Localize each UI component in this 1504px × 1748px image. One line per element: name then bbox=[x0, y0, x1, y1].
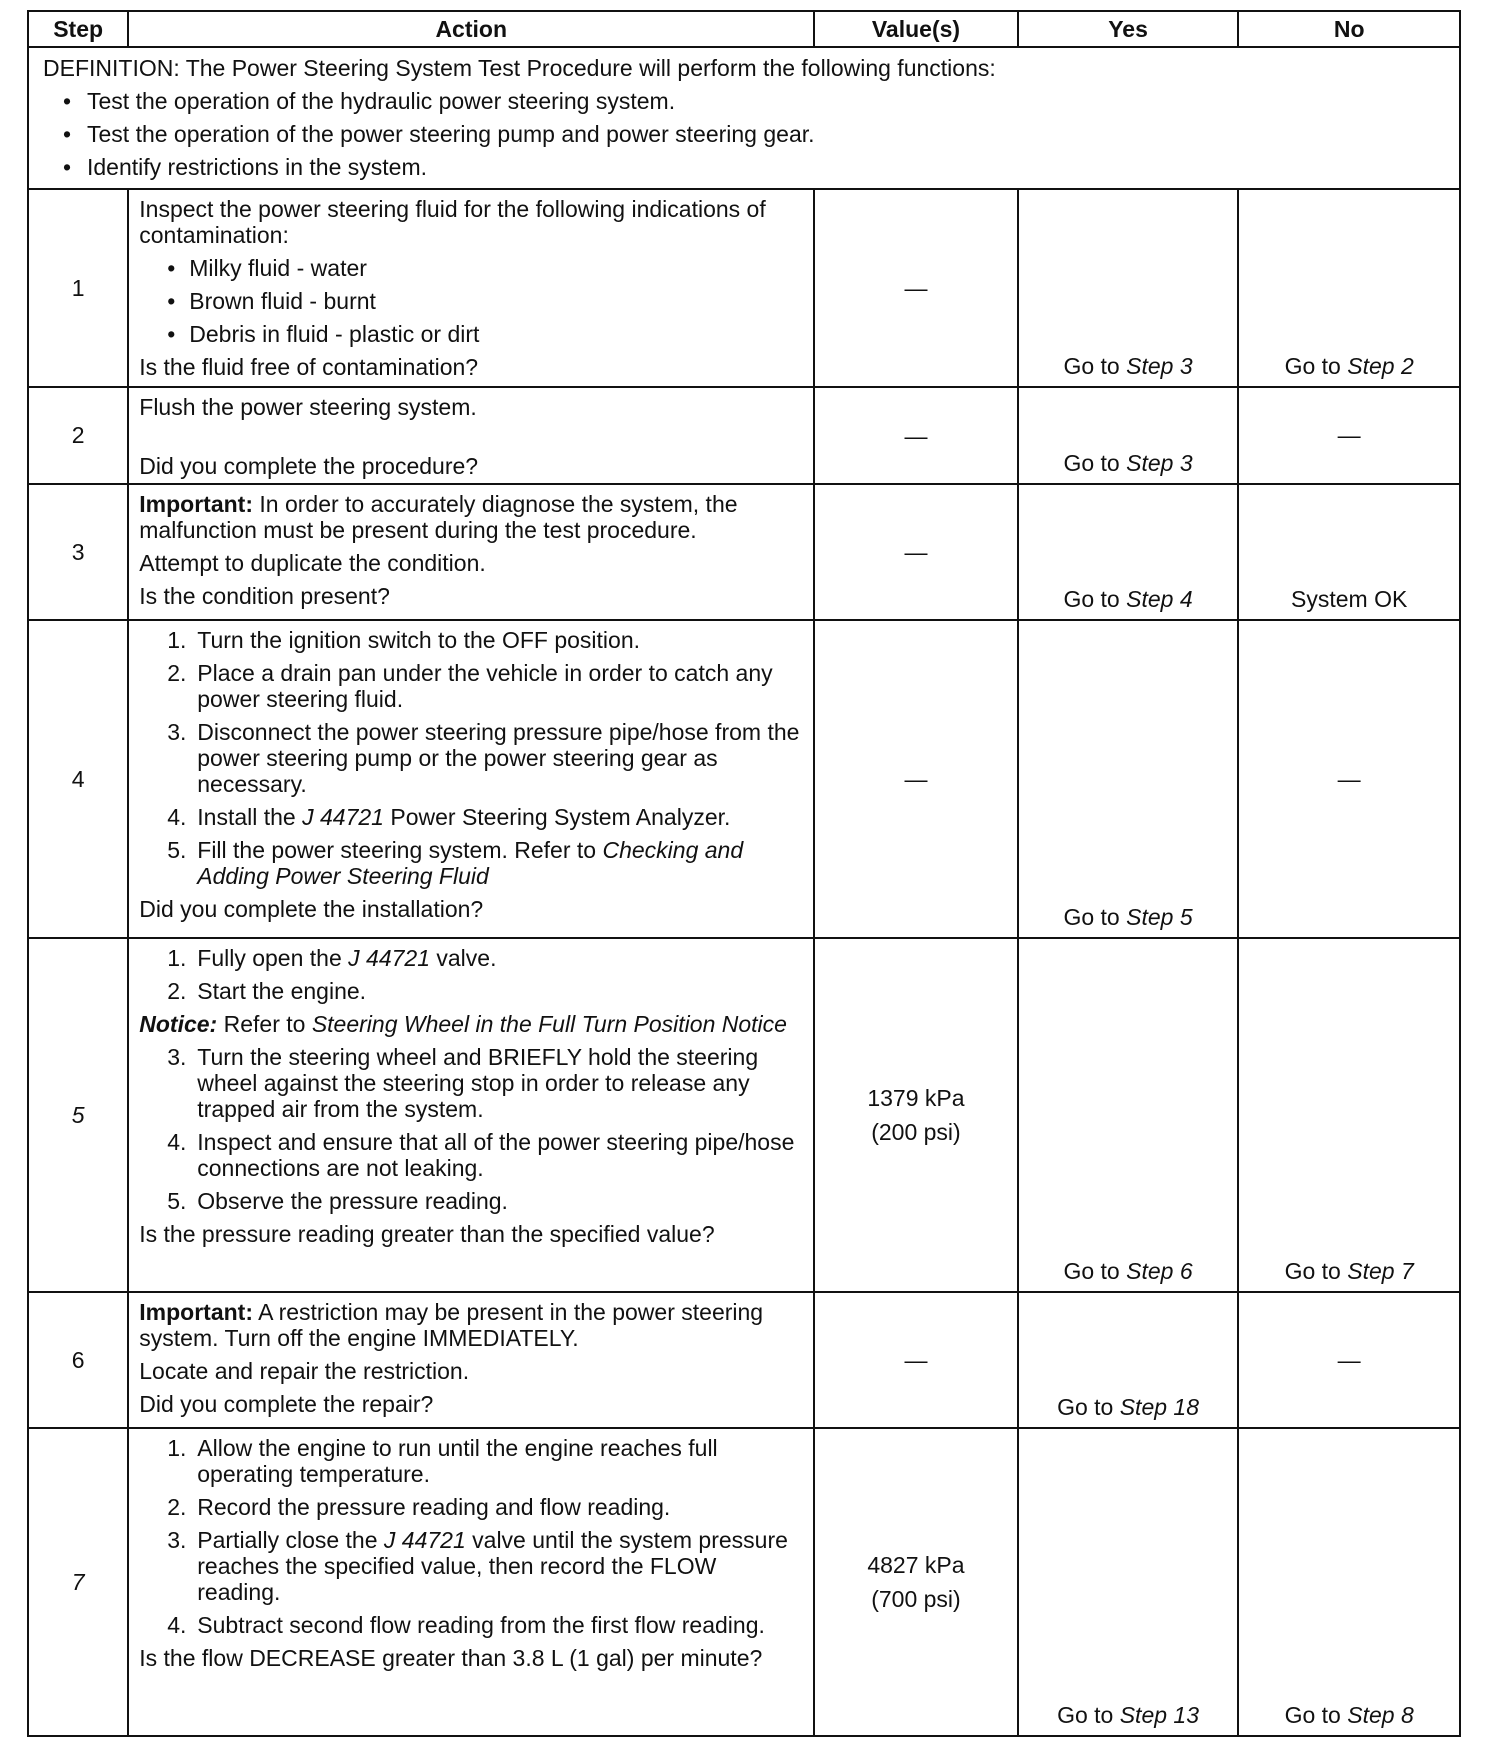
go-to-text: Go to bbox=[1063, 1258, 1120, 1284]
step-number: 6 bbox=[28, 1292, 128, 1428]
step-action bbox=[128, 938, 814, 1292]
action-bullet: • Milky fluid - water bbox=[167, 255, 805, 281]
action-question: Is the fluid free of contamination? bbox=[139, 354, 479, 380]
header-values: Value(s) bbox=[814, 11, 1018, 47]
step-action bbox=[128, 620, 814, 938]
yes-step-link[interactable]: Step 3 bbox=[1126, 450, 1193, 476]
action-question: Did you complete the installation? bbox=[139, 896, 484, 922]
value-metric: 1379 kPa bbox=[867, 1085, 965, 1111]
go-to-text: Go to bbox=[1063, 904, 1120, 930]
action-step: 2. Start the engine. bbox=[167, 978, 367, 1004]
action-bullets bbox=[139, 255, 805, 347]
action-line: Locate and repair the restriction. bbox=[139, 1358, 470, 1384]
value-imperial: (700 psi) bbox=[871, 1586, 961, 1612]
action-step: 3. Turn the steering wheel and BRIEFLY hold the steering wheel against the steering stop in order to release any trapped air from the system. bbox=[167, 1044, 759, 1122]
go-to-text: Go to bbox=[1063, 586, 1120, 612]
no-step-link[interactable]: Step 2 bbox=[1347, 353, 1414, 379]
action-step: 4. Install the J 44721 Power Steering System Analyzer. bbox=[167, 804, 731, 830]
yes-cell bbox=[1018, 1428, 1239, 1736]
no-cell bbox=[1238, 189, 1460, 387]
procedure-link[interactable]: Checking and Adding Power Steering Fluid bbox=[197, 837, 744, 889]
action-step: 1. Allow the engine to run until the engine reaches full operating temperature. bbox=[167, 1435, 718, 1487]
step-value bbox=[814, 1428, 1018, 1736]
no-step-link[interactable]: Step 8 bbox=[1347, 1702, 1414, 1728]
go-to-text: Go to bbox=[1057, 1394, 1114, 1420]
step-number: 7 bbox=[28, 1428, 128, 1736]
header-row bbox=[28, 11, 1460, 47]
step-number: 2 bbox=[28, 387, 128, 484]
definition-cell bbox=[28, 47, 1460, 189]
step-action bbox=[128, 1292, 814, 1428]
no-step-link[interactable]: Step 7 bbox=[1347, 1258, 1414, 1284]
step-row-1 bbox=[28, 189, 1460, 387]
definition-text: DEFINITION: The Power Steering System Test Procedure will perform the following functions: bbox=[43, 55, 996, 81]
action-steps bbox=[139, 1044, 805, 1214]
step-action bbox=[128, 387, 814, 484]
action-question: Did you complete the repair? bbox=[139, 1391, 434, 1417]
definition-item: • Test the operation of the hydraulic power steering system. bbox=[63, 85, 1443, 118]
important-label: Important: bbox=[139, 1299, 253, 1325]
step-number: 1 bbox=[28, 189, 128, 387]
definition-item: • Identify restrictions in the system. bbox=[63, 151, 1443, 184]
yes-cell bbox=[1018, 189, 1239, 387]
action-question: Is the condition present? bbox=[139, 583, 390, 609]
go-to-text: Go to bbox=[1063, 450, 1120, 476]
value-metric: 4827 kPa bbox=[867, 1552, 965, 1578]
action-question: Is the flow DECREASE greater than 3.8 L (1 gal) per minute? bbox=[139, 1645, 763, 1671]
action-question: Did you complete the procedure? bbox=[139, 453, 479, 479]
yes-step-link[interactable]: Step 5 bbox=[1126, 904, 1193, 930]
go-to-text: Go to bbox=[1284, 1258, 1341, 1284]
header-action: Action bbox=[128, 11, 814, 47]
no-cell: System OK bbox=[1238, 484, 1460, 620]
definition-item: • Test the operation of the power steering pump and power steering gear. bbox=[63, 118, 1443, 151]
definition-list bbox=[43, 85, 1443, 184]
yes-step-link[interactable]: Step 3 bbox=[1126, 353, 1193, 379]
step-row-6 bbox=[28, 1292, 1460, 1428]
yes-cell bbox=[1018, 1292, 1239, 1428]
step-row-3 bbox=[28, 484, 1460, 620]
action-line: Attempt to duplicate the condition. bbox=[139, 550, 486, 576]
action-step: 3. Disconnect the power steering pressure pipe/hose from the power steering pump or the power steering gear as necessary. bbox=[167, 719, 800, 797]
step-row-2 bbox=[28, 387, 1460, 484]
diagnostic-table-page bbox=[27, 10, 1461, 1737]
step-value: — bbox=[814, 189, 1018, 387]
yes-step-link[interactable]: Step 4 bbox=[1126, 586, 1193, 612]
no-cell bbox=[1238, 938, 1460, 1292]
go-to-text: Go to bbox=[1284, 353, 1341, 379]
notice-link[interactable]: Steering Wheel in the Full Turn Position Notice bbox=[311, 1011, 787, 1037]
header-no: No bbox=[1238, 11, 1460, 47]
action-step: 5. Fill the power steering system. Refer to Checking and Adding Power Steering Fluid bbox=[167, 837, 744, 889]
yes-step-link[interactable]: Step 18 bbox=[1119, 1394, 1200, 1420]
header-step: Step bbox=[28, 11, 128, 47]
tool-reference: J 44721 bbox=[302, 804, 384, 830]
important-note bbox=[139, 491, 805, 543]
step-action bbox=[128, 484, 814, 620]
notice-label: Notice: bbox=[139, 1011, 218, 1037]
definition-row bbox=[28, 47, 1460, 189]
important-text: A restriction may be present in the power steering system. Turn off the engine IMMEDIATELY. bbox=[139, 1299, 764, 1351]
action-step: 4. Subtract second flow reading from the first flow reading. bbox=[167, 1612, 765, 1638]
step-value: — bbox=[814, 1292, 1018, 1428]
action-steps bbox=[139, 627, 805, 889]
tool-reference: J 44721 bbox=[383, 1527, 466, 1553]
step-number: 5 bbox=[28, 938, 128, 1292]
tool-reference: J 44721 bbox=[348, 945, 430, 971]
value-imperial: (200 psi) bbox=[871, 1119, 961, 1145]
no-cell: — bbox=[1238, 620, 1460, 938]
step-row-7 bbox=[28, 1428, 1460, 1736]
important-label: Important: bbox=[139, 491, 253, 517]
action-intro: Inspect the power steering fluid for the following indications of contamination: bbox=[139, 196, 766, 248]
step-value: — bbox=[814, 387, 1018, 484]
action-step: 5. Observe the pressure reading. bbox=[167, 1188, 508, 1214]
action-question: Is the pressure reading greater than the specified value? bbox=[139, 1221, 715, 1247]
action-steps bbox=[139, 945, 805, 1004]
step-action bbox=[128, 189, 814, 387]
step-row-4 bbox=[28, 620, 1460, 938]
step-value: — bbox=[814, 484, 1018, 620]
step-row-5 bbox=[28, 938, 1460, 1292]
step-value bbox=[814, 938, 1018, 1292]
go-to-text: Go to bbox=[1057, 1702, 1114, 1728]
action-step: 1. Fully open the J 44721 valve. bbox=[167, 945, 497, 971]
step-number: 4 bbox=[28, 620, 128, 938]
action-step: 2. Place a drain pan under the vehicle in order to catch any power steering fluid. bbox=[167, 660, 773, 712]
notice-note: Notice: Refer to Steering Wheel in the Full Turn Position Notice bbox=[139, 1011, 787, 1037]
action-step: 3. Partially close the J 44721 valve until the system pressure reaches the specified value, then record the FLOW reading. bbox=[167, 1527, 788, 1605]
action-step: 2. Record the pressure reading and flow reading. bbox=[167, 1494, 671, 1520]
header-yes: Yes bbox=[1018, 11, 1239, 47]
yes-cell bbox=[1018, 484, 1239, 620]
go-to-text: Go to bbox=[1063, 353, 1120, 379]
yes-cell bbox=[1018, 620, 1239, 938]
step-number: 3 bbox=[28, 484, 128, 620]
step-value: — bbox=[814, 620, 1018, 938]
important-text: In order to accurately diagnose the system, the malfunction must be present during the test procedure. bbox=[139, 491, 738, 543]
yes-step-link[interactable]: Step 6 bbox=[1126, 1258, 1193, 1284]
action-step: 1. Turn the ignition switch to the OFF position. bbox=[167, 627, 641, 653]
action-bullet: • Debris in fluid - plastic or dirt bbox=[167, 321, 805, 347]
no-cell: — bbox=[1238, 387, 1460, 484]
diagnostic-table bbox=[27, 10, 1461, 1737]
yes-step-link[interactable]: Step 13 bbox=[1119, 1702, 1200, 1728]
important-note bbox=[139, 1299, 805, 1351]
no-cell: — bbox=[1238, 1292, 1460, 1428]
yes-cell bbox=[1018, 387, 1239, 484]
action-intro: Flush the power steering system. bbox=[139, 394, 477, 420]
step-action bbox=[128, 1428, 814, 1736]
go-to-text: Go to bbox=[1284, 1702, 1341, 1728]
action-steps bbox=[139, 1435, 805, 1638]
action-bullet: • Brown fluid - burnt bbox=[167, 288, 805, 314]
yes-cell bbox=[1018, 938, 1239, 1292]
no-cell bbox=[1238, 1428, 1460, 1736]
action-step: 4. Inspect and ensure that all of the power steering pipe/hose connections are not leaking. bbox=[167, 1129, 795, 1181]
